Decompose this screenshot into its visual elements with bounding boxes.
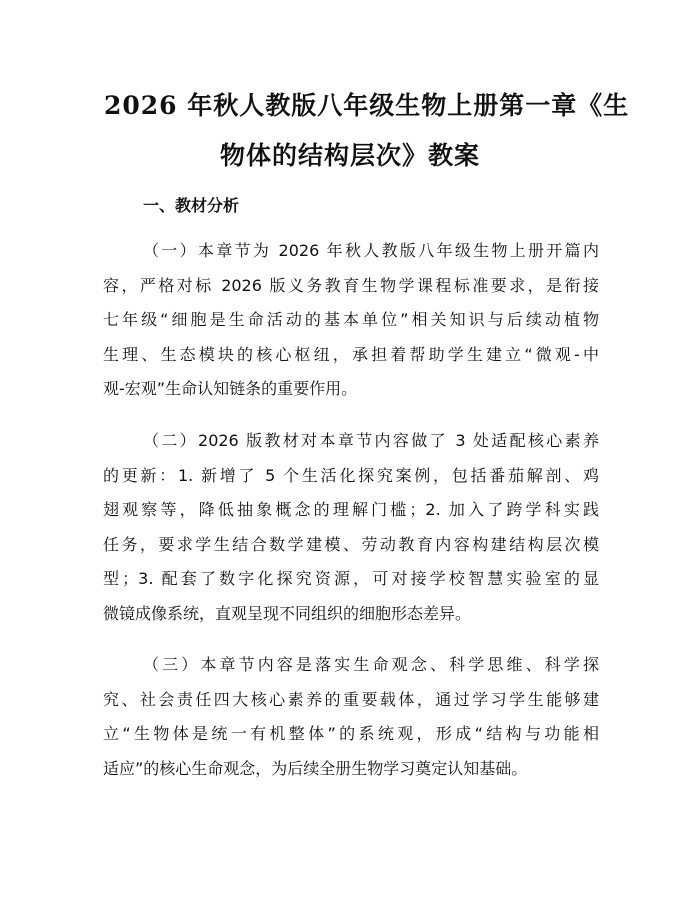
document-title-line-1: 2026 年秋人教版八年级生物上册第一章《生 xyxy=(104,91,630,120)
paragraph-line: 型；3. 配套了数字化探究资源，可对接学校智慧实验室的显 xyxy=(103,569,599,588)
paragraph-line: 任务，要求学生结合数学建模、劳动教育内容构建结构层次模 xyxy=(103,534,599,554)
paragraph-line: 微镜成像系统，直观呈现不同组织的细胞形态差异。 xyxy=(103,603,472,623)
section-heading: 一、教材分析 xyxy=(143,196,240,215)
paragraph-line: 翅观察等，降低抽象概念的理解门槛；2. 加入了跨学科实践 xyxy=(103,500,599,519)
paragraph-line: 的更新：1. 新增了 5 个生活化探究案例，包括番茄解剖、鸡 xyxy=(103,465,599,485)
paragraph-line: 立“生物体是统一有机整体”的系统观，形成“结构与功能相 xyxy=(103,724,599,743)
paragraph-3 xyxy=(103,648,599,786)
paragraph-line: （三）本章节内容是落实生命观念、科学思维、科学探 xyxy=(143,655,599,674)
paragraph-line: 生理、生态模块的核心枢纽，承担着帮助学生建立“微观-中 xyxy=(103,344,599,364)
paragraph-line: 观-宏观”生命认知链条的重要作用。 xyxy=(103,379,358,398)
paragraph-line: 究、社会责任四大核心素养的重要载体，通过学习学生能够建 xyxy=(103,689,599,709)
paragraph-line: （一）本章节为 2026 年秋人教版八年级生物上册开篇内 xyxy=(143,241,599,260)
paragraph-1 xyxy=(103,234,599,407)
paragraph-2 xyxy=(103,424,599,631)
paragraph-line: 容，严格对标 2026 版义务教育生物学课程标准要求，是衔接 xyxy=(103,275,599,295)
paragraph-line: 七年级“细胞是生命活动的基本单位”相关知识与后续动植物 xyxy=(103,310,599,329)
paragraph-line: （二）2026 版教材对本章节内容做了 3 处适配核心素养 xyxy=(143,431,599,450)
document-title-line-2: 物体的结构层次》教案 xyxy=(219,141,480,170)
paragraph-line: 适应”的核心生命观念，为后续全册生物学习奠定认知基础。 xyxy=(103,758,528,778)
